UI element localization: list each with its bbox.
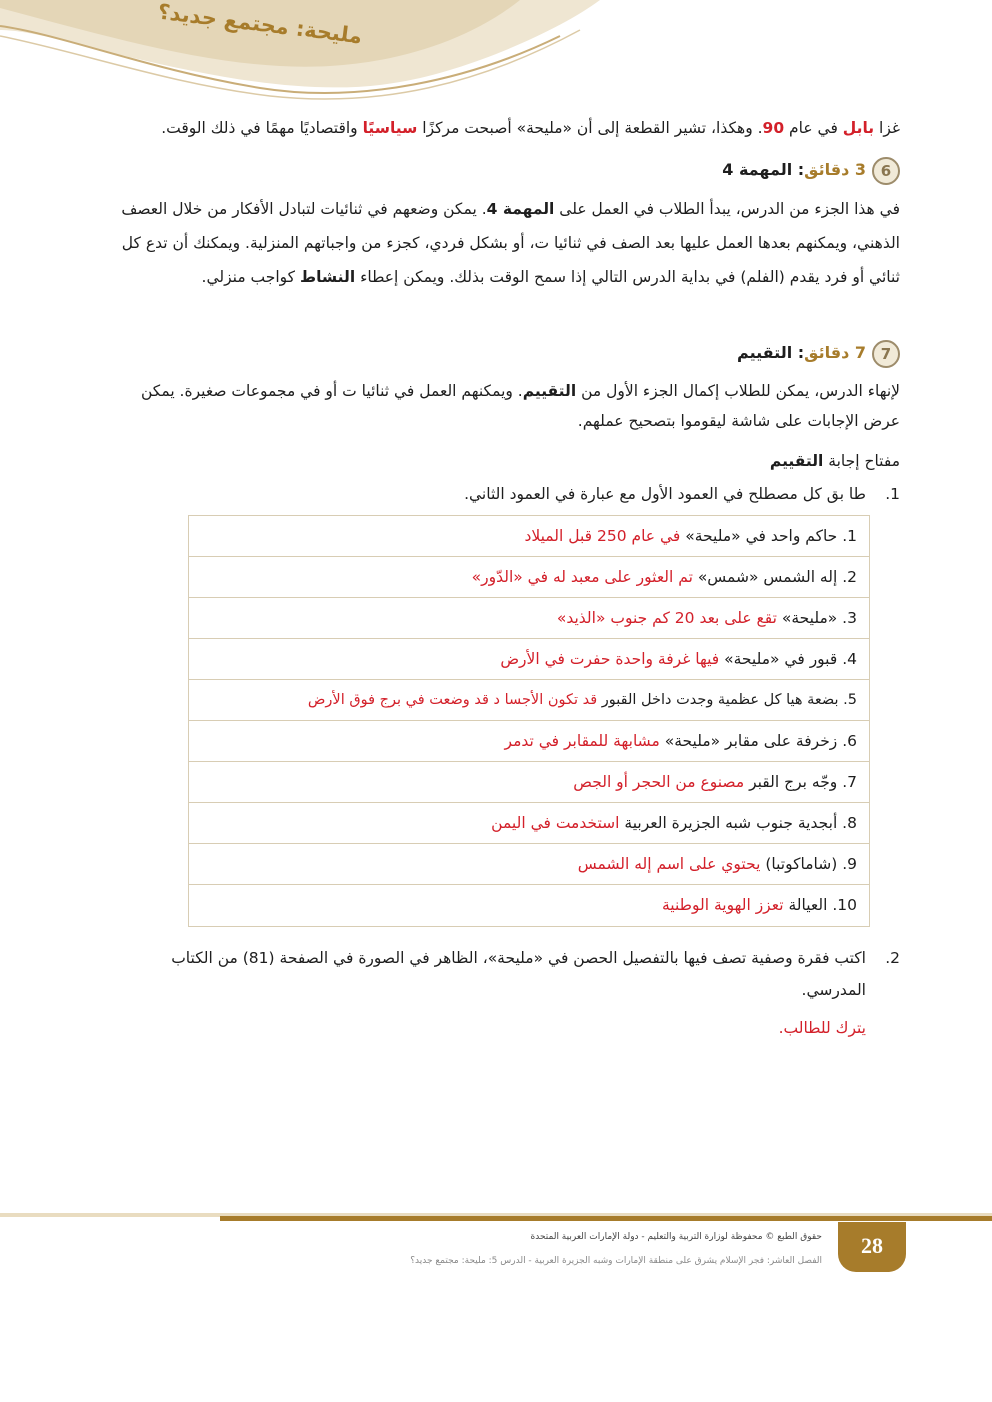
task4-text: كواجب منزلي. — [201, 268, 300, 286]
assessment-title: التقييم — [737, 343, 793, 362]
row-term: 2. إله الشمس «شمس» — [692, 568, 857, 586]
task4-heading — [110, 155, 900, 185]
task4-text: في هذا الجزء من الدرس، يبدأ الطلاب في العمل على — [554, 200, 900, 218]
question-text: طا بق كل مصطلح في العمود الأول مع عبارة في العمود الثاني. — [464, 485, 866, 503]
question-2-answer — [110, 1012, 900, 1044]
question-number: 1. — [885, 485, 900, 503]
heading-sep: : — [792, 343, 805, 362]
footer-chapter: الفصل العاشر: فجر الإسلام يشرق على منطقة الإمارات وشبه الجزيرة العربية - الدرس 5: مليحة: مجتمع جديد؟ — [410, 1256, 822, 1266]
page-number: 28 — [838, 1222, 906, 1272]
row-answer: قد تكون الأجسا د قد وضعت في برج فوق الأرض — [307, 692, 598, 708]
answer-key-bold: التقييم — [769, 452, 824, 470]
footer-copyright: حقوق الطبع © محفوظة لوزارة التربية والتعليم - دولة الإمارات العربية المتحدة — [530, 1232, 822, 1242]
table-row — [189, 762, 869, 803]
row-term: 1. حاكم واحد في «مليحة» — [680, 527, 857, 545]
table-row — [189, 844, 869, 885]
activity-term: النشاط — [299, 268, 356, 286]
question-1 — [110, 478, 900, 510]
table-row — [189, 885, 869, 926]
question-2 — [110, 942, 900, 1006]
assessment-heading — [110, 338, 900, 368]
row-term: 4. قبور في «مليحة» — [719, 650, 857, 668]
answer-key-label — [110, 446, 900, 476]
row-answer: استخدمت في اليمن — [491, 814, 620, 832]
table-row — [189, 680, 869, 721]
intro-text: في عام — [784, 119, 843, 137]
answer-key-text: مفتاح إجابة — [823, 452, 900, 470]
task4-paragraph — [110, 192, 900, 294]
intro-text: غزا — [874, 119, 900, 137]
row-answer: تعزز الهوية الوطنية — [662, 896, 784, 914]
row-answer: مشابهة للمقابر في تدمر — [504, 732, 660, 750]
intro-text: واقتصاديًا مهمًا في ذلك الوقت. — [161, 119, 363, 137]
step-seven-icon: 7 — [872, 340, 900, 368]
row-answer: تم العثور على معبد له في «الدّور» — [471, 568, 693, 586]
assessment-bold: التقييم — [522, 382, 577, 400]
babylon-term: بابل — [842, 119, 875, 137]
row-term: 6. زخرفة على مقابر «مليحة» — [659, 732, 857, 750]
intro-paragraph — [110, 111, 900, 145]
intro-text: . وهكذا، تشير القطعة إلى أن «مليحة» أصبحت مركزًا — [417, 119, 763, 137]
table-row — [189, 557, 869, 598]
year-value: 90 — [762, 119, 785, 137]
row-term: 7. وجّه برج القبر — [744, 773, 857, 791]
row-answer: فيها غرفة واحدة حفرت في الأرض — [500, 650, 720, 668]
table-row — [189, 721, 869, 762]
assessment-time: 7 دقائق — [804, 343, 866, 362]
task4-bold: المهمة 4 — [486, 200, 555, 218]
answer-text: يترك للطالب. — [778, 1019, 866, 1037]
row-answer: مصنوع من الحجر أو الجص — [573, 773, 745, 791]
assessment-paragraph — [110, 376, 900, 436]
row-term: 8. أبجدية جنوب شبه الجزيرة العربية — [619, 814, 857, 832]
task4-time: 3 دقائق — [804, 160, 866, 179]
row-answer: في عام 250 قبل الميلاد — [524, 527, 681, 545]
task4-text: . يمكن وضعهم في ثنائيات لتبادل الأفكار من خلال العصف الذهني، ويمكنهم بعدها العمل عليها بعد الصف في ثنائيا ت، أو بشكل فردي، كجزء من واجباتهم المنزلية. ويمكنك أن تدع كل ثنائي أو فرد يقدم (الفلم) في بداية الدرس التالي إذا سمح الوقت بذلك. ويمكن إعطاء — [121, 200, 900, 286]
question-number: 2. — [885, 949, 900, 967]
answer-table — [188, 515, 870, 927]
row-term: 3. «مليحة» — [776, 609, 857, 627]
assessment-text: لإنهاء الدرس، يمكن للطلاب إكمال الجزء الأول من — [576, 382, 900, 400]
page-title: مليحة: مجتمع جديد؟ — [156, 0, 364, 49]
row-term: 5. بضعة هيا كل عظمية وجدت داخل القبور — [597, 692, 857, 708]
political-term: سياسيًا — [362, 119, 418, 137]
row-term: 9. (شاماكوتبا) — [760, 855, 857, 873]
row-term: 10. العيالة — [783, 896, 857, 914]
row-answer: يحتوي على اسم إله الشمس — [577, 855, 761, 873]
task4-title: المهمة 4 — [722, 160, 793, 179]
row-answer: تقع على بعد 20 كم جنوب «الذيد» — [556, 609, 777, 627]
step-six-icon: 6 — [872, 157, 900, 185]
table-row — [189, 803, 869, 844]
table-row — [189, 516, 869, 557]
heading-sep: : — [792, 160, 805, 179]
table-row — [189, 598, 869, 639]
table-row — [189, 639, 869, 680]
assessment-text: . ويمكنهم العمل في ثنائيا ت أو في مجموعات صغيرة. يمكن عرض الإجابات على شاشة ليقوموا بتصحيح عملهم. — [141, 382, 900, 430]
question-text: اكتب فقرة وصفية تصف فيها بالتفصيل الحصن في «مليحة»، الظاهر في الصورة في الصفحة (81) من الكتاب المدرسي. — [171, 949, 866, 999]
